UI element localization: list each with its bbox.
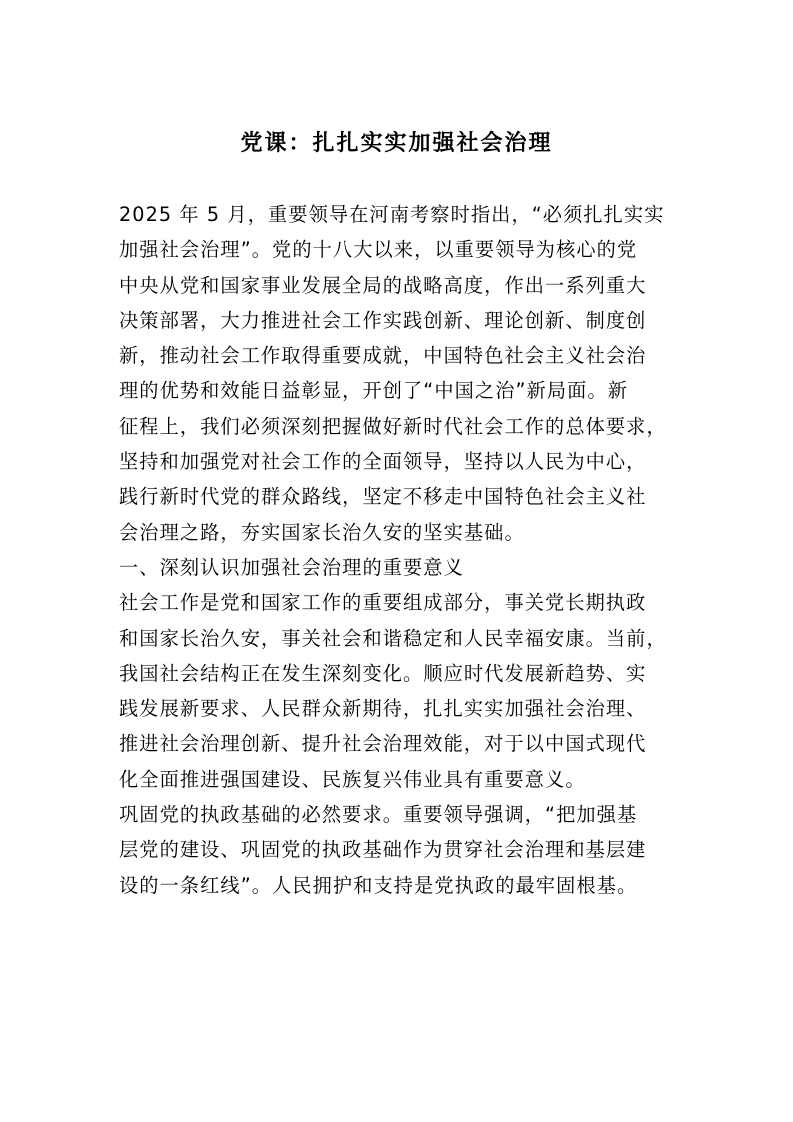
paragraph-line: 层党的建设、巩固党的执政基础作为贯穿社会治理和基层建 (119, 838, 647, 862)
paragraph-line: 2025 年 5 月，重要领导在河南考察时指出，“必须扎扎实实 (119, 203, 665, 226)
paragraph-line: 设的一条红线”。人民拥护和支持是党执政的最牢固根基。 (119, 873, 638, 897)
paragraph-line: 会治理之路，夯实国家长治久安的坚实基础。 (119, 520, 525, 544)
paragraph-line: 新，推动社会工作取得重要成就，中国特色社会主义社会治 (119, 344, 647, 368)
paragraph-line: 践发展新要求、人民群众新期待，扎扎实实加强社会治理、 (119, 697, 647, 721)
paragraph-line: 征程上，我们必须深刻把握做好新时代社会工作的总体要求， (119, 414, 667, 438)
paragraph-line: 坚持和加强党对社会工作的全面领导，坚持以人民为中心， (119, 450, 647, 474)
paragraph-line: 社会工作是党和国家工作的重要组成部分，事关党长期执政 (119, 591, 647, 615)
paragraph-line: 践行新时代党的群众路线，坚定不移走中国特色社会主义社 (119, 485, 647, 509)
paragraph-line: 决策部署，大力推进社会工作实践创新、理论创新、制度创 (119, 308, 647, 332)
paragraph-line: 巩固党的执政基础的必然要求。重要领导强调，“把加强基 (119, 803, 638, 827)
paragraph-line: 和国家长治久安，事关社会和谐稳定和人民幸福安康。当前， (119, 626, 667, 650)
paragraph-line: 推进社会治理创新、提升社会治理效能，对于以中国式现代 (119, 732, 647, 756)
paragraph-line: 化全面推进强国建设、民族复兴伟业具有重要意义。 (119, 767, 586, 791)
paragraph-line: 加强社会治理”。党的十八大以来，以重要领导为核心的党 (119, 238, 638, 262)
document-body (119, 197, 689, 903)
section-heading: 一、深刻认识加强社会治理的重要意义 (119, 555, 464, 579)
document-title: 党课：扎扎实实加强社会治理 (240, 131, 553, 156)
paragraph-line: 中央从党和国家事业发展全局的战略高度，作出一系列重大 (119, 273, 647, 297)
paragraph-line: 我国社会结构正在发生深刻变化。顺应时代发展新趋势、实 (119, 661, 647, 685)
paragraph-line: 理的优势和效能日益彰显，开创了“中国之治”新局面。新 (119, 379, 628, 403)
